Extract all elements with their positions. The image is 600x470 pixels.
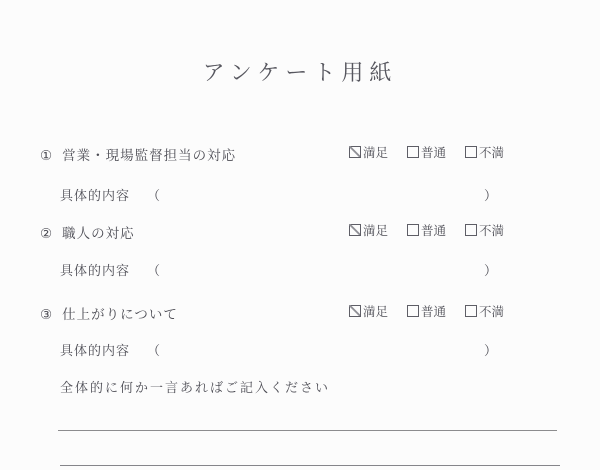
checkbox-satisfied[interactable] <box>349 302 388 320</box>
checkbox-label: 満足 <box>363 304 389 319</box>
detail-input-area[interactable] <box>161 186 491 200</box>
checkbox-label: 不満 <box>479 304 505 319</box>
question-3-detail <box>60 340 491 359</box>
close-paren: ） <box>484 189 498 204</box>
checkbox-label: 普通 <box>421 304 447 319</box>
checkbox-normal[interactable] <box>407 302 446 320</box>
checkbox-label: 満足 <box>363 145 389 160</box>
detail-label: 具体的内容 <box>60 344 131 359</box>
checkbox-icon[interactable] <box>349 305 361 317</box>
question-1-label: 営業・現場監督担当の対応 <box>62 148 237 164</box>
question-1-number: ① <box>40 148 54 164</box>
question-2-number: ② <box>40 226 54 242</box>
close-paren: ） <box>484 264 498 279</box>
checkbox-icon[interactable] <box>465 146 477 158</box>
checkbox-label: 不満 <box>479 223 505 238</box>
close-paren: ） <box>484 344 498 359</box>
checkbox-icon[interactable] <box>407 305 419 317</box>
page-title: アンケート用紙 <box>202 61 398 86</box>
checkbox-icon[interactable] <box>465 305 477 317</box>
question-3-number: ③ <box>40 307 54 323</box>
question-2-detail <box>60 260 491 279</box>
question-3 <box>40 303 178 323</box>
question-1 <box>40 144 236 164</box>
checkbox-icon[interactable] <box>465 224 477 236</box>
checkbox-label: 満足 <box>363 223 389 238</box>
question-2 <box>40 222 135 242</box>
checkbox-icon[interactable] <box>349 146 361 158</box>
comment-line-2 <box>60 465 560 466</box>
comment-prompt: 全体的に何か一言あればご記入ください <box>60 381 331 396</box>
checkbox-normal[interactable] <box>407 143 446 161</box>
open-paren: （ <box>147 189 162 204</box>
checkbox-dissatisfied[interactable] <box>465 221 504 239</box>
checkbox-icon[interactable] <box>407 224 419 236</box>
detail-input-area[interactable] <box>161 261 491 275</box>
checkbox-satisfied[interactable] <box>349 143 388 161</box>
checkbox-label: 不満 <box>479 145 505 160</box>
question-3-choices <box>349 302 504 320</box>
question-1-choices <box>349 143 504 161</box>
checkbox-label: 普通 <box>421 145 447 160</box>
question-3-label: 仕上がりについて <box>62 307 178 323</box>
open-paren: （ <box>147 344 162 359</box>
detail-label: 具体的内容 <box>60 189 131 204</box>
detail-input-area[interactable] <box>161 341 491 355</box>
checkbox-label: 普通 <box>421 223 447 238</box>
comment-line-1 <box>58 430 557 431</box>
detail-label: 具体的内容 <box>60 264 131 279</box>
question-2-choices <box>349 221 504 239</box>
question-2-label: 職人の対応 <box>62 226 135 242</box>
checkbox-dissatisfied[interactable] <box>465 302 504 320</box>
checkbox-dissatisfied[interactable] <box>465 143 504 161</box>
checkbox-satisfied[interactable] <box>349 221 388 239</box>
checkbox-icon[interactable] <box>407 146 419 158</box>
open-paren: （ <box>147 264 162 279</box>
question-1-detail <box>60 185 491 204</box>
checkbox-normal[interactable] <box>407 221 446 239</box>
checkbox-icon[interactable] <box>349 224 361 236</box>
